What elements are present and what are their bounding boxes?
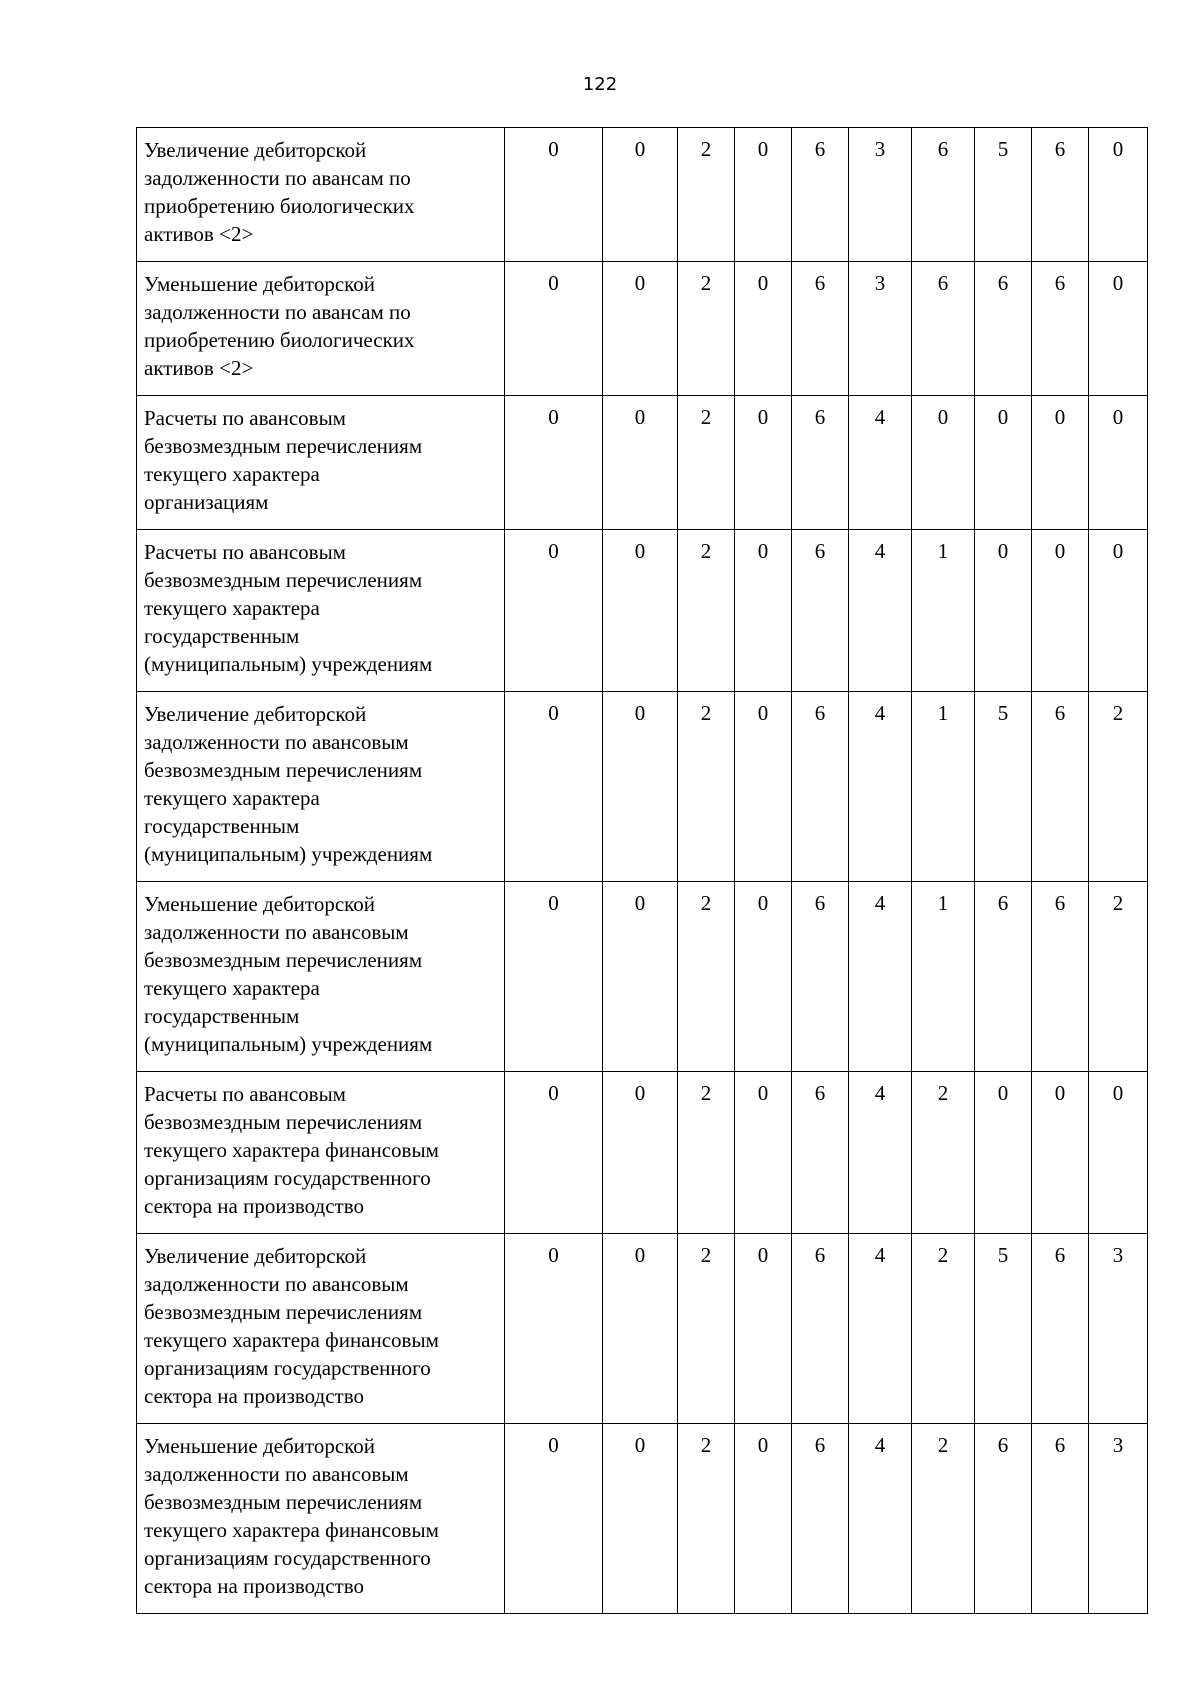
code-digit-cell: 6 [792, 530, 849, 692]
code-digit-cell: 0 [735, 530, 792, 692]
code-digit-cell: 6 [792, 262, 849, 396]
code-digit-cell: 0 [1032, 530, 1089, 692]
page-number: 122 [582, 74, 618, 95]
code-digit-cell: 3 [1089, 1234, 1148, 1424]
code-digit-cell: 4 [849, 1234, 912, 1424]
code-digit-cell: 0 [505, 530, 603, 692]
row-name: Уменьшение дебиторской задолженности по авансовым безвозмездным перечислениям текущего характера финансовым организациям государственного сектора на производство [144, 1434, 439, 1598]
code-digit-cell: 0 [735, 128, 792, 262]
code-digit-cell: 4 [849, 1424, 912, 1614]
code-digit-cell: 0 [603, 128, 678, 262]
row-name: Увеличение дебиторской задолженности по авансам по приобретению биологических активов <2> [144, 138, 415, 246]
code-digit-cell: 0 [603, 262, 678, 396]
code-digit-cell: 6 [792, 1234, 849, 1424]
code-digit-cell: 0 [735, 882, 792, 1072]
code-digit-cell: 0 [975, 530, 1032, 692]
code-digit-cell: 5 [975, 128, 1032, 262]
code-digit-cell: 2 [678, 882, 735, 1072]
code-digit-cell: 2 [1089, 692, 1148, 882]
table-row [137, 262, 1148, 396]
row-name-cell [137, 1424, 505, 1614]
code-digit-cell: 6 [1032, 692, 1089, 882]
code-digit-cell: 3 [849, 128, 912, 262]
table-row [137, 128, 1148, 262]
row-name-cell [137, 1072, 505, 1234]
code-digit-cell: 3 [1089, 1424, 1148, 1614]
table-row [137, 1234, 1148, 1424]
code-digit-cell: 6 [912, 128, 975, 262]
code-digit-cell: 0 [603, 396, 678, 530]
row-name-cell [137, 882, 505, 1072]
code-digit-cell: 0 [1089, 396, 1148, 530]
code-digit-cell: 4 [849, 882, 912, 1072]
account-codes-table [136, 127, 1148, 1614]
code-digit-cell: 0 [735, 1234, 792, 1424]
code-digit-cell: 0 [975, 396, 1032, 530]
code-digit-cell: 2 [1089, 882, 1148, 1072]
code-digit-cell: 4 [849, 396, 912, 530]
code-digit-cell: 6 [975, 1424, 1032, 1614]
code-digit-cell: 0 [1032, 396, 1089, 530]
code-digit-cell: 0 [505, 882, 603, 1072]
code-digit-cell: 2 [678, 692, 735, 882]
code-digit-cell: 0 [505, 692, 603, 882]
code-digit-cell: 0 [603, 1234, 678, 1424]
code-digit-cell: 0 [603, 882, 678, 1072]
code-digit-cell: 6 [1032, 262, 1089, 396]
code-digit-cell: 5 [975, 692, 1032, 882]
code-digit-cell: 0 [735, 262, 792, 396]
code-digit-cell: 2 [678, 396, 735, 530]
code-digit-cell: 2 [912, 1234, 975, 1424]
row-name: Расчеты по авансовым безвозмездным перечислениям текущего характера организациям [144, 406, 423, 514]
code-digit-cell: 0 [735, 1072, 792, 1234]
code-digit-cell: 0 [1089, 530, 1148, 692]
row-name-cell [137, 262, 505, 396]
code-digit-cell: 0 [912, 396, 975, 530]
row-name-cell [137, 692, 505, 882]
code-digit-cell: 6 [975, 882, 1032, 1072]
code-digit-cell: 6 [792, 1424, 849, 1614]
code-digit-cell: 4 [849, 530, 912, 692]
code-digit-cell: 0 [505, 396, 603, 530]
table-row [137, 1424, 1148, 1614]
code-digit-cell: 6 [792, 396, 849, 530]
row-name-cell [137, 530, 505, 692]
code-digit-cell: 0 [505, 262, 603, 396]
code-digit-cell: 2 [678, 1072, 735, 1234]
code-digit-cell: 6 [792, 128, 849, 262]
code-digit-cell: 2 [678, 1424, 735, 1614]
code-digit-cell: 6 [792, 692, 849, 882]
row-name-cell [137, 396, 505, 530]
row-name-cell [137, 128, 505, 262]
code-digit-cell: 0 [603, 530, 678, 692]
code-digit-cell: 1 [912, 692, 975, 882]
row-name: Расчеты по авансовым безвозмездным перечислениям текущего характера государственным (муниципальным) учреждениям [144, 540, 433, 676]
code-digit-cell: 6 [792, 1072, 849, 1234]
code-digit-cell: 2 [678, 128, 735, 262]
code-digit-cell: 5 [975, 1234, 1032, 1424]
row-name: Уменьшение дебиторской задолженности по авансовым безвозмездным перечислениям текущего характера государственным (муниципальным) учреждениям [144, 892, 433, 1056]
code-digit-cell: 6 [912, 262, 975, 396]
code-digit-cell: 2 [912, 1424, 975, 1614]
code-digit-cell: 0 [735, 692, 792, 882]
code-digit-cell: 0 [975, 1072, 1032, 1234]
code-digit-cell: 0 [1089, 262, 1148, 396]
row-name: Увеличение дебиторской задолженности по авансовым безвозмездным перечислениям текущего характера государственным (муниципальным) учреждениям [144, 702, 433, 866]
code-digit-cell: 2 [678, 1234, 735, 1424]
code-digit-cell: 0 [735, 1424, 792, 1614]
code-digit-cell: 3 [849, 262, 912, 396]
code-digit-cell: 6 [1032, 128, 1089, 262]
code-digit-cell: 4 [849, 1072, 912, 1234]
code-digit-cell: 1 [912, 882, 975, 1072]
code-digit-cell: 6 [792, 882, 849, 1072]
code-digit-cell: 0 [505, 1072, 603, 1234]
table-row [137, 692, 1148, 882]
code-digit-cell: 0 [1089, 128, 1148, 262]
code-digit-cell: 6 [1032, 1234, 1089, 1424]
row-name: Уменьшение дебиторской задолженности по авансам по приобретению биологических активов <2> [144, 272, 415, 380]
code-digit-cell: 4 [849, 692, 912, 882]
code-digit-cell: 0 [603, 1072, 678, 1234]
code-digit-cell: 0 [735, 396, 792, 530]
code-digit-cell: 1 [912, 530, 975, 692]
code-digit-cell: 6 [1032, 1424, 1089, 1614]
table-row [137, 530, 1148, 692]
code-digit-cell: 0 [1032, 1072, 1089, 1234]
code-digit-cell: 0 [603, 1424, 678, 1614]
code-digit-cell: 6 [975, 262, 1032, 396]
code-digit-cell: 0 [505, 1424, 603, 1614]
code-digit-cell: 0 [603, 692, 678, 882]
table-row [137, 1072, 1148, 1234]
table-row [137, 882, 1148, 1072]
code-digit-cell: 6 [1032, 882, 1089, 1072]
code-digit-cell: 0 [1089, 1072, 1148, 1234]
row-name: Увеличение дебиторской задолженности по авансовым безвозмездным перечислениям текущего характера финансовым организациям государственного сектора на производство [144, 1244, 439, 1408]
table-row [137, 396, 1148, 530]
code-digit-cell: 0 [505, 1234, 603, 1424]
code-digit-cell: 0 [505, 128, 603, 262]
row-name-cell [137, 1234, 505, 1424]
code-digit-cell: 2 [912, 1072, 975, 1234]
code-digit-cell: 2 [678, 262, 735, 396]
code-digit-cell: 2 [678, 530, 735, 692]
row-name: Расчеты по авансовым безвозмездным перечислениям текущего характера финансовым организациям государственного сектора на производство [144, 1082, 439, 1218]
